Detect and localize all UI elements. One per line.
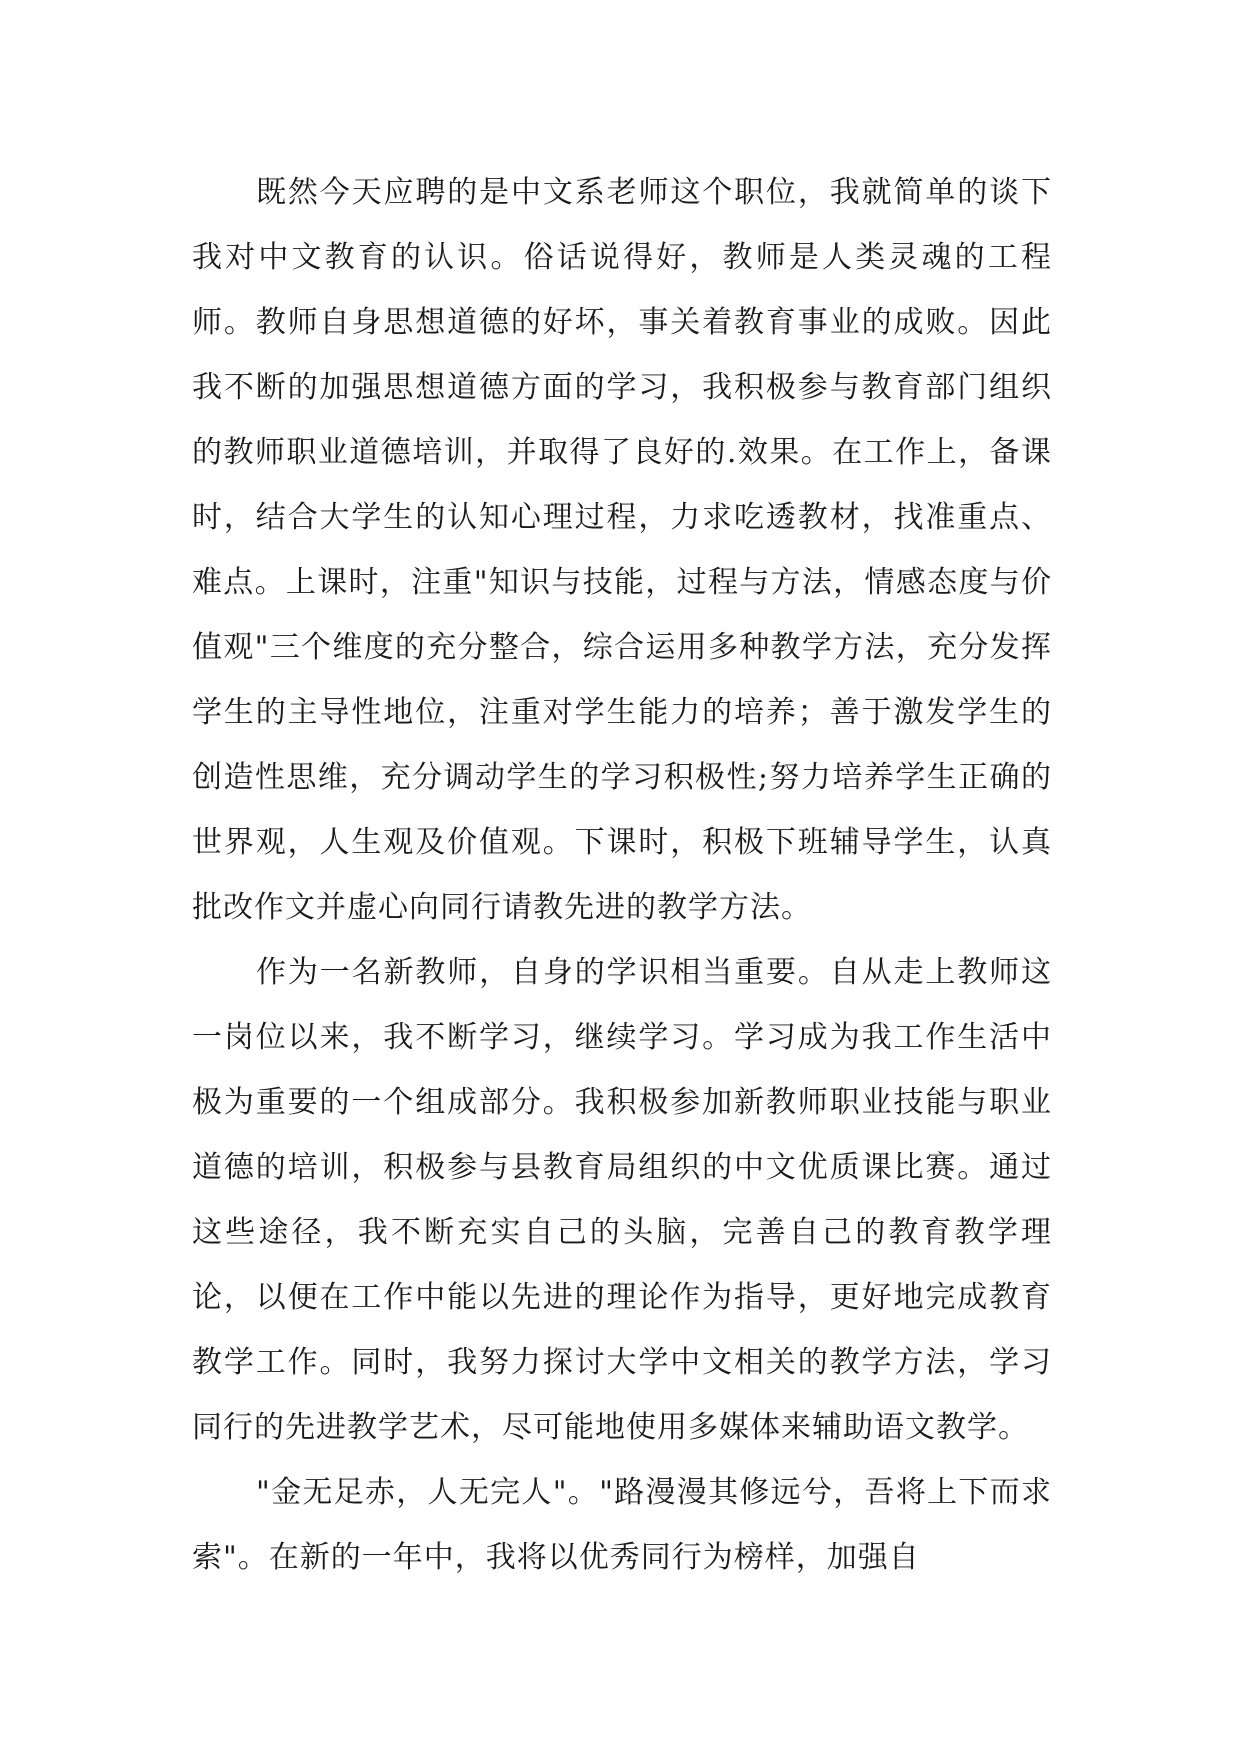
paragraph-1: 既然今天应聘的是中文系老师这个职位，我就简单的谈下我对中文教育的认识。俗话说得好，教师是人类灵魂的工程师。教师自身思想道德的好坏，事关着教育事业的成败。因此我不断的加强思想道德方面的学习，我积极参与教育部门组织的教师职业道德培训，并取得了良好的.效果。在工作上，备课时，结合大学生的认知心理过程，力求吃透教材，找准重点、难点。上课时，注重"知识与技能，过程与方法，情感态度与价值观"三个维度的充分整合，综合运用多种教学方法，充分发挥学生的主导性地位，注重对学生能力的培养；善于激发学生的创造性思维，充分调动学生的学习积极性;努力培养学生正确的世界观，人生观及价值观。下课时，积极下班辅导学生，认真批改作文并虚心向同行请教先进的教学方法。 [192, 175, 1052, 925]
document-body [192, 160, 1052, 1590]
paragraph-3: "金无足赤，人无完人"。"路漫漫其修远兮，吾将上下而求索"。在新的一年中，我将以优秀同行为榜样，加强自 [192, 1475, 1052, 1575]
paragraph-2: 作为一名新教师，自身的学识相当重要。自从走上教师这一岗位以来，我不断学习，继续学习。学习成为我工作生活中极为重要的一个组成部分。我积极参加新教师职业技能与职业道德的培训，积极参与县教育局组织的中文优质课比赛。通过这些途径，我不断充实自己的头脑，完善自己的教育教学理论，以便在工作中能以先进的理论作为指导，更好地完成教育教学工作。同时，我努力探讨大学中文相关的教学方法，学习同行的先进教学艺术，尽可能地使用多媒体来辅助语文教学。 [192, 955, 1052, 1445]
